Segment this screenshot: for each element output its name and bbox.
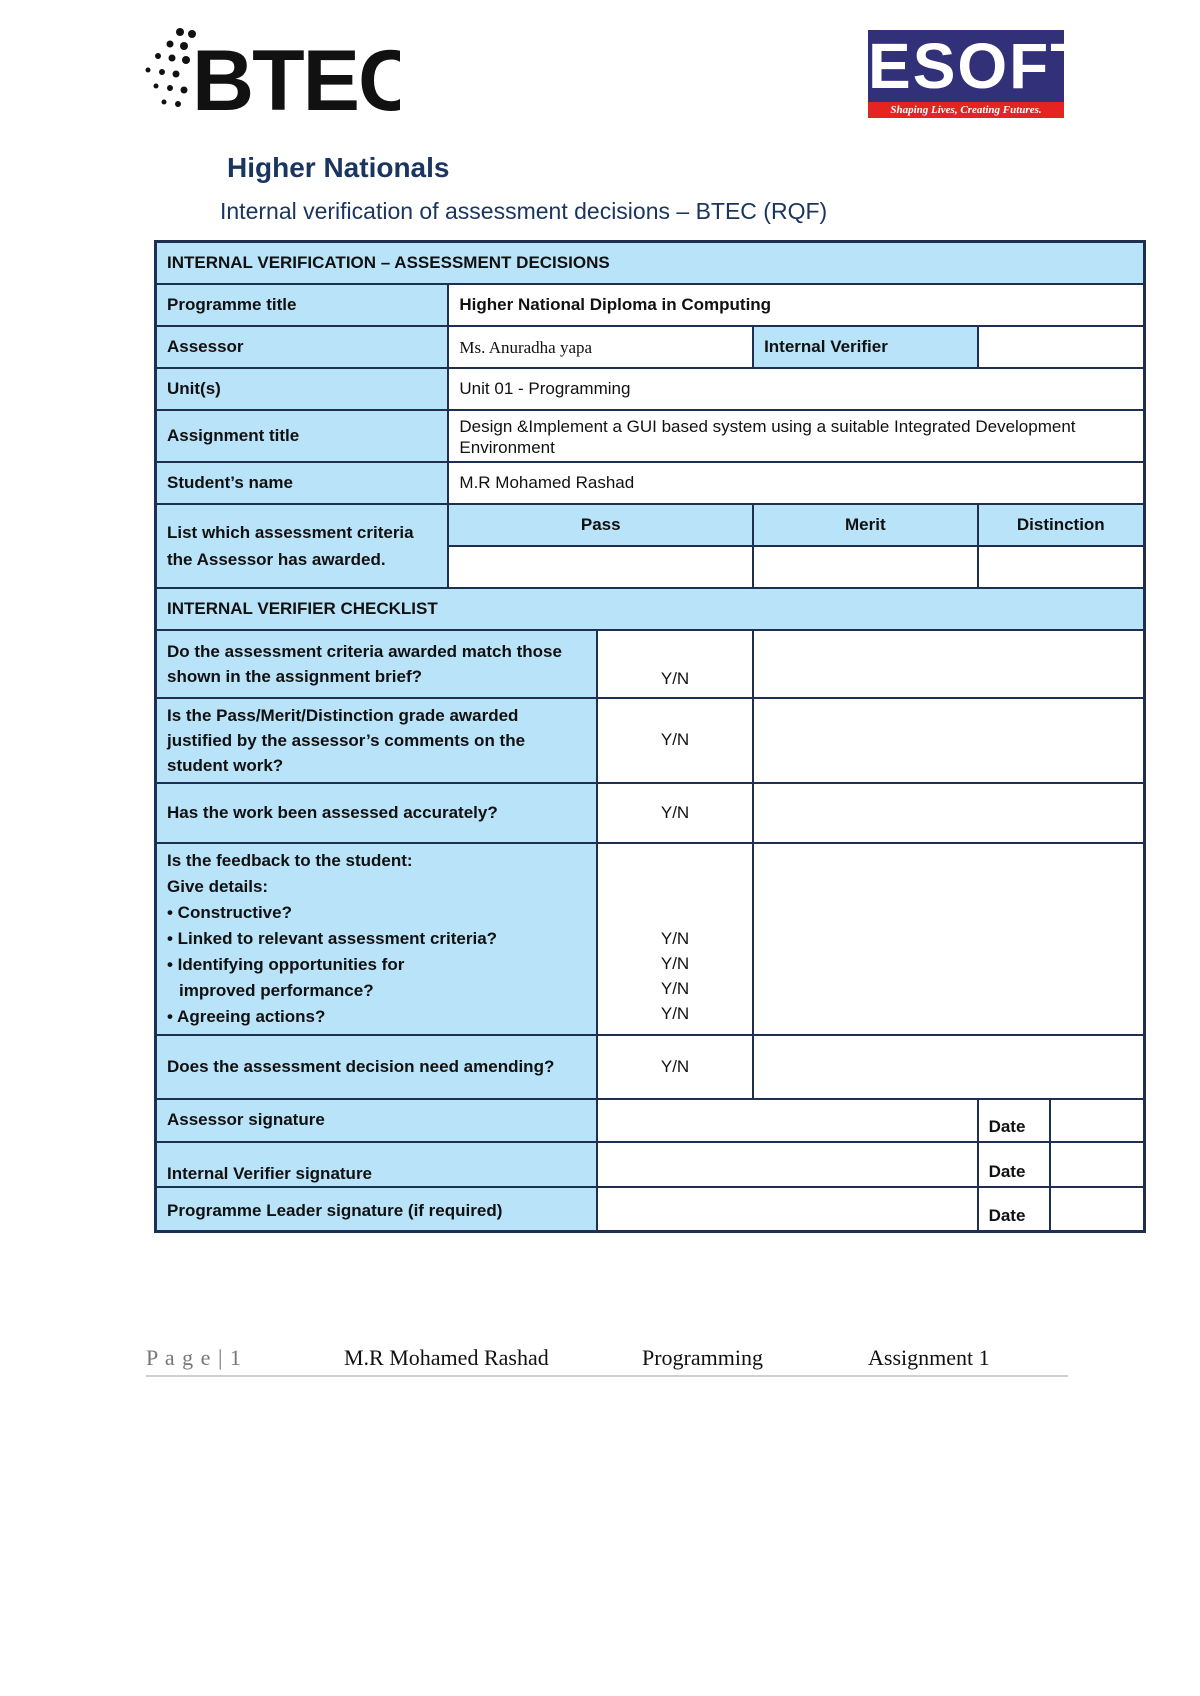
criteria-pass-cell[interactable] (448, 546, 753, 588)
section-header-decisions: INTERNAL VERIFICATION – ASSESSMENT DECISIONS (156, 242, 1145, 284)
checklist-answer[interactable]: Y/N (597, 630, 753, 698)
checklist-comment[interactable] (753, 630, 1144, 698)
page-subtitle: Internal verification of assessment decisions – BTEC (RQF) (220, 198, 828, 224)
feedback-answer[interactable]: Y/N (660, 978, 690, 998)
student-name-label: Student’s name (156, 462, 449, 504)
checklist-comment[interactable] (753, 783, 1144, 843)
programme-title-value[interactable]: Higher National Diploma in Computing (448, 284, 1144, 326)
feedback-line: improved performance? (179, 980, 374, 1000)
assignment-title-value[interactable]: Design &Implement a GUI based system using a suitable Integrated Development Environment (448, 410, 1144, 462)
verifier-date-field[interactable] (1050, 1142, 1144, 1187)
units-value[interactable]: Unit 01 - Programming (448, 368, 1144, 410)
assignment-title-label: Assignment title (156, 410, 449, 462)
assessor-label: Assessor (156, 326, 449, 368)
criteria-header-distinction: Distinction (978, 504, 1145, 546)
footer-page-number: P a g e | 1 (146, 1345, 242, 1370)
page-title: Higher Nationals (227, 152, 450, 183)
footer-assignment: Assignment 1 (868, 1345, 990, 1370)
amend-question: Does the assessment decision need amending? (156, 1035, 598, 1099)
verifier-date-label: Date (978, 1142, 1051, 1187)
student-name-value[interactable]: M.R Mohamed Rashad (448, 462, 1144, 504)
feedback-answer[interactable]: Y/N (660, 953, 690, 973)
feedback-answers[interactable] (597, 843, 753, 1035)
assessor-date-field[interactable] (1050, 1099, 1144, 1142)
feedback-comment[interactable] (753, 843, 1144, 1035)
amend-answer[interactable]: Y/N (597, 1035, 753, 1099)
feedback-line: • Constructive? (167, 902, 292, 922)
btec-wordmark: BTEC (192, 33, 400, 120)
checklist-answer[interactable]: Y/N (597, 783, 753, 843)
assessor-value[interactable]: Ms. Anuradha yapa (448, 326, 753, 368)
feedback-line: • Identifying opportunities for (167, 954, 405, 974)
esoft-wordmark: ESOFT (868, 30, 1092, 102)
feedback-line: • Agreeing actions? (167, 1006, 326, 1026)
criteria-label: List which assessment criteria the Assessor has awarded. (156, 504, 449, 588)
criteria-header-merit: Merit (753, 504, 978, 546)
checklist-question: Do the assessment criteria awarded match those shown in the assignment brief? (156, 630, 598, 698)
footer-unit: Programming (642, 1345, 763, 1370)
btec-logo (140, 24, 400, 120)
assessor-date-label: Date (978, 1099, 1051, 1142)
section-header-checklist: INTERNAL VERIFIER CHECKLIST (156, 588, 1145, 630)
btec-dots-logo-icon (140, 24, 400, 120)
criteria-merit-cell[interactable] (753, 546, 978, 588)
leader-signature-label: Programme Leader signature (if required) (156, 1187, 598, 1232)
checklist-question: Has the work been assessed accurately? (156, 783, 598, 843)
checklist-question: Is the Pass/Merit/Distinction grade awarded justified by the assessor’s comments on the student work? (156, 698, 598, 783)
checklist-comment[interactable] (753, 698, 1144, 783)
feedback-line: • Linked to relevant assessment criteria? (167, 928, 498, 948)
leader-date-label: Date (978, 1187, 1051, 1232)
checklist-answer[interactable]: Y/N (597, 698, 753, 783)
esoft-tagline: Shaping Lives, Creating Futures. (868, 102, 1064, 118)
criteria-distinction-cell[interactable] (978, 546, 1145, 588)
feedback-answer[interactable]: Y/N (660, 928, 690, 948)
leader-date-field[interactable] (1050, 1187, 1144, 1232)
units-label: Unit(s) (156, 368, 449, 410)
leader-signature-field[interactable] (597, 1187, 978, 1232)
feedback-line: Is the feedback to the student: (167, 850, 413, 870)
verification-table (154, 240, 1146, 1233)
page-footer (146, 1345, 1068, 1377)
feedback-answer[interactable]: Y/N (660, 1003, 690, 1023)
feedback-line: Give details: (167, 876, 269, 896)
internal-verifier-value[interactable] (978, 326, 1145, 368)
footer-student: M.R Mohamed Rashad (344, 1345, 549, 1370)
assessor-signature-field[interactable] (597, 1099, 978, 1142)
assessor-signature-label: Assessor signature (156, 1099, 598, 1142)
criteria-header-pass: Pass (448, 504, 753, 546)
programme-title-label: Programme title (156, 284, 449, 326)
internal-verifier-label: Internal Verifier (753, 326, 978, 368)
amend-comment[interactable] (753, 1035, 1144, 1099)
feedback-question (156, 843, 598, 1035)
verifier-signature-label: Internal Verifier signature (156, 1142, 598, 1187)
verifier-signature-field[interactable] (597, 1142, 978, 1187)
esoft-logo (868, 30, 1092, 118)
